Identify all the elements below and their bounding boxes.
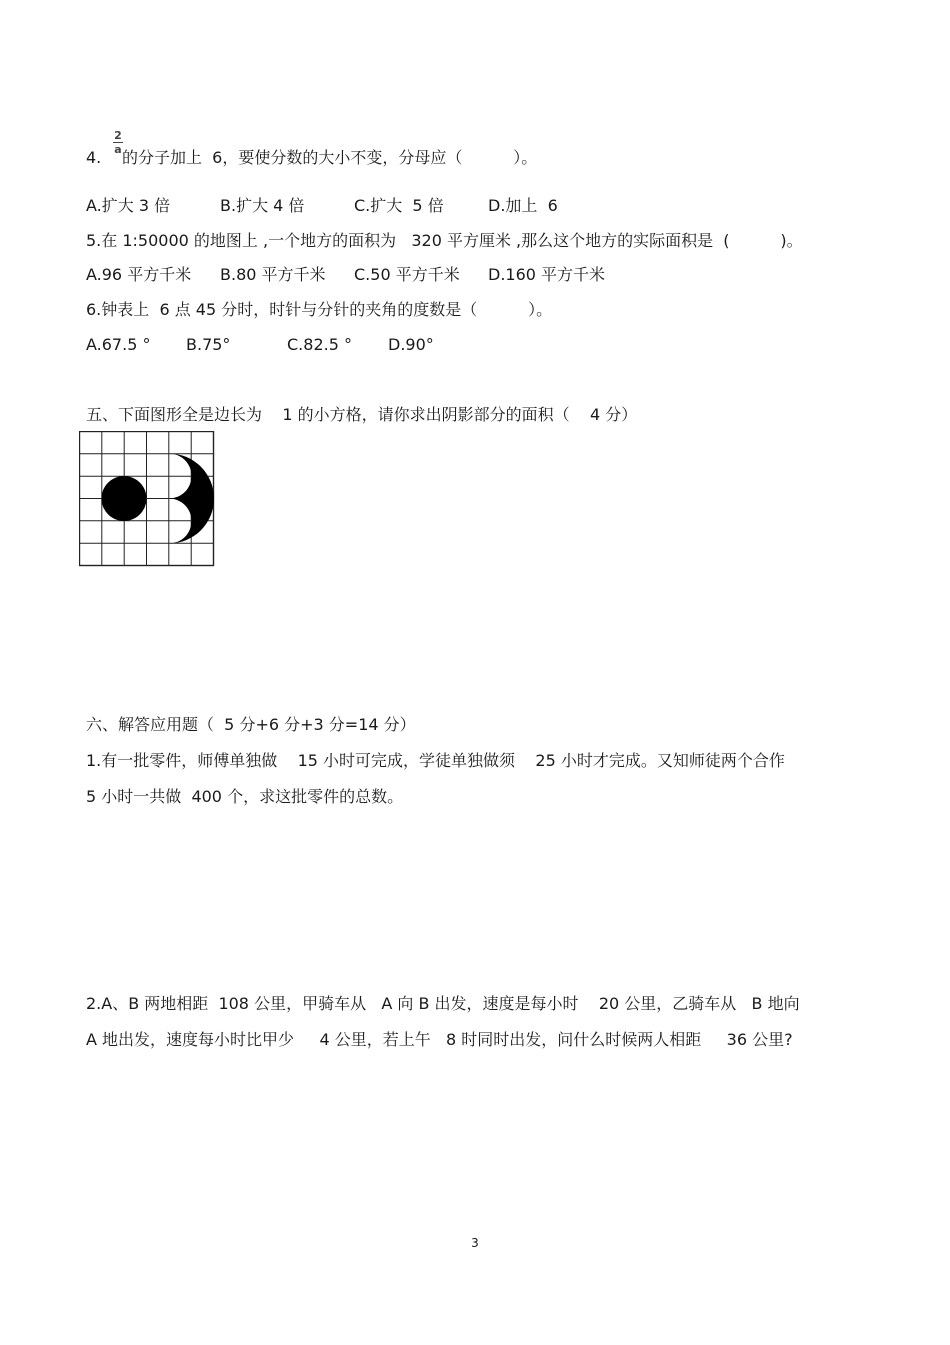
q4-option-b: B.扩大 4 倍 [220,196,305,215]
q6-option-d: D.90° [388,335,434,354]
q6-option-b: B.75° [186,335,231,354]
fraction-numerator: 2 [114,129,122,142]
q5-option-b: B.80 平方千米 [220,265,326,284]
q6-option-a: A.67.5 ° [86,335,151,354]
page-number: 3 [471,1236,479,1250]
fraction-denominator: a [114,143,122,156]
shaded-area-figure [79,431,215,567]
section5-heading: 五、下面图形全是边长为 1 的小方格，请你求出阴影部分的面积（ 4 分） [86,405,638,424]
problem2-line2: A 地出发，速度每小时比甲少 4 公里，若上午 8 时同时出发，问什么时候两人相距 36 公里? [86,1030,793,1049]
q4-number: 4. [86,148,102,167]
q5-option-c: C.50 平方千米 [354,265,460,284]
q5-option-a: A.96 平方千米 [86,265,192,284]
q6-text: 6.钟表上 6 点 45 分时，时针与分针的夹角的度数是（ ）。 [86,300,553,319]
q6-option-c: C.82.5 ° [287,335,352,354]
q4-options [86,196,558,216]
section6-heading: 六、解答应用题（ 5 分+6 分+3 分=14 分） [86,715,416,734]
q4-option-a: A.扩大 3 倍 [86,196,171,215]
q5-option-d: D.160 平方千米 [488,265,606,284]
problem1-line2: 5 小时一共做 400 个，求这批零件的总数。 [86,787,404,806]
q4-option-c: C.扩大 5 倍 [354,196,444,215]
q5-options [86,265,605,285]
q4-option-d: D.加上 6 [488,196,558,215]
problem1-line1: 1.有一批零件，师傅单独做 15 小时可完成，学徒单独做须 25 小时才完成。又知师徒两个合作 [86,751,785,770]
problem2-line1: 2.A、B 两地相距 108 公里，甲骑车从 A 向 B 出发，速度是每小时 20 公里，乙骑车从 B 地向 [86,994,800,1013]
shaded-circle [102,476,147,521]
q6-options [86,335,434,355]
shaded-crescent [169,454,214,544]
q5-text: 5.在 1:50000 的地图上 ,一个地方的面积为 320 平方厘米 ,那么这个地方的实际面积是 ( )。 [86,231,803,250]
q4-text: 的分子加上 6，要使分数的大小不变，分母应（ ）。 [122,148,538,167]
